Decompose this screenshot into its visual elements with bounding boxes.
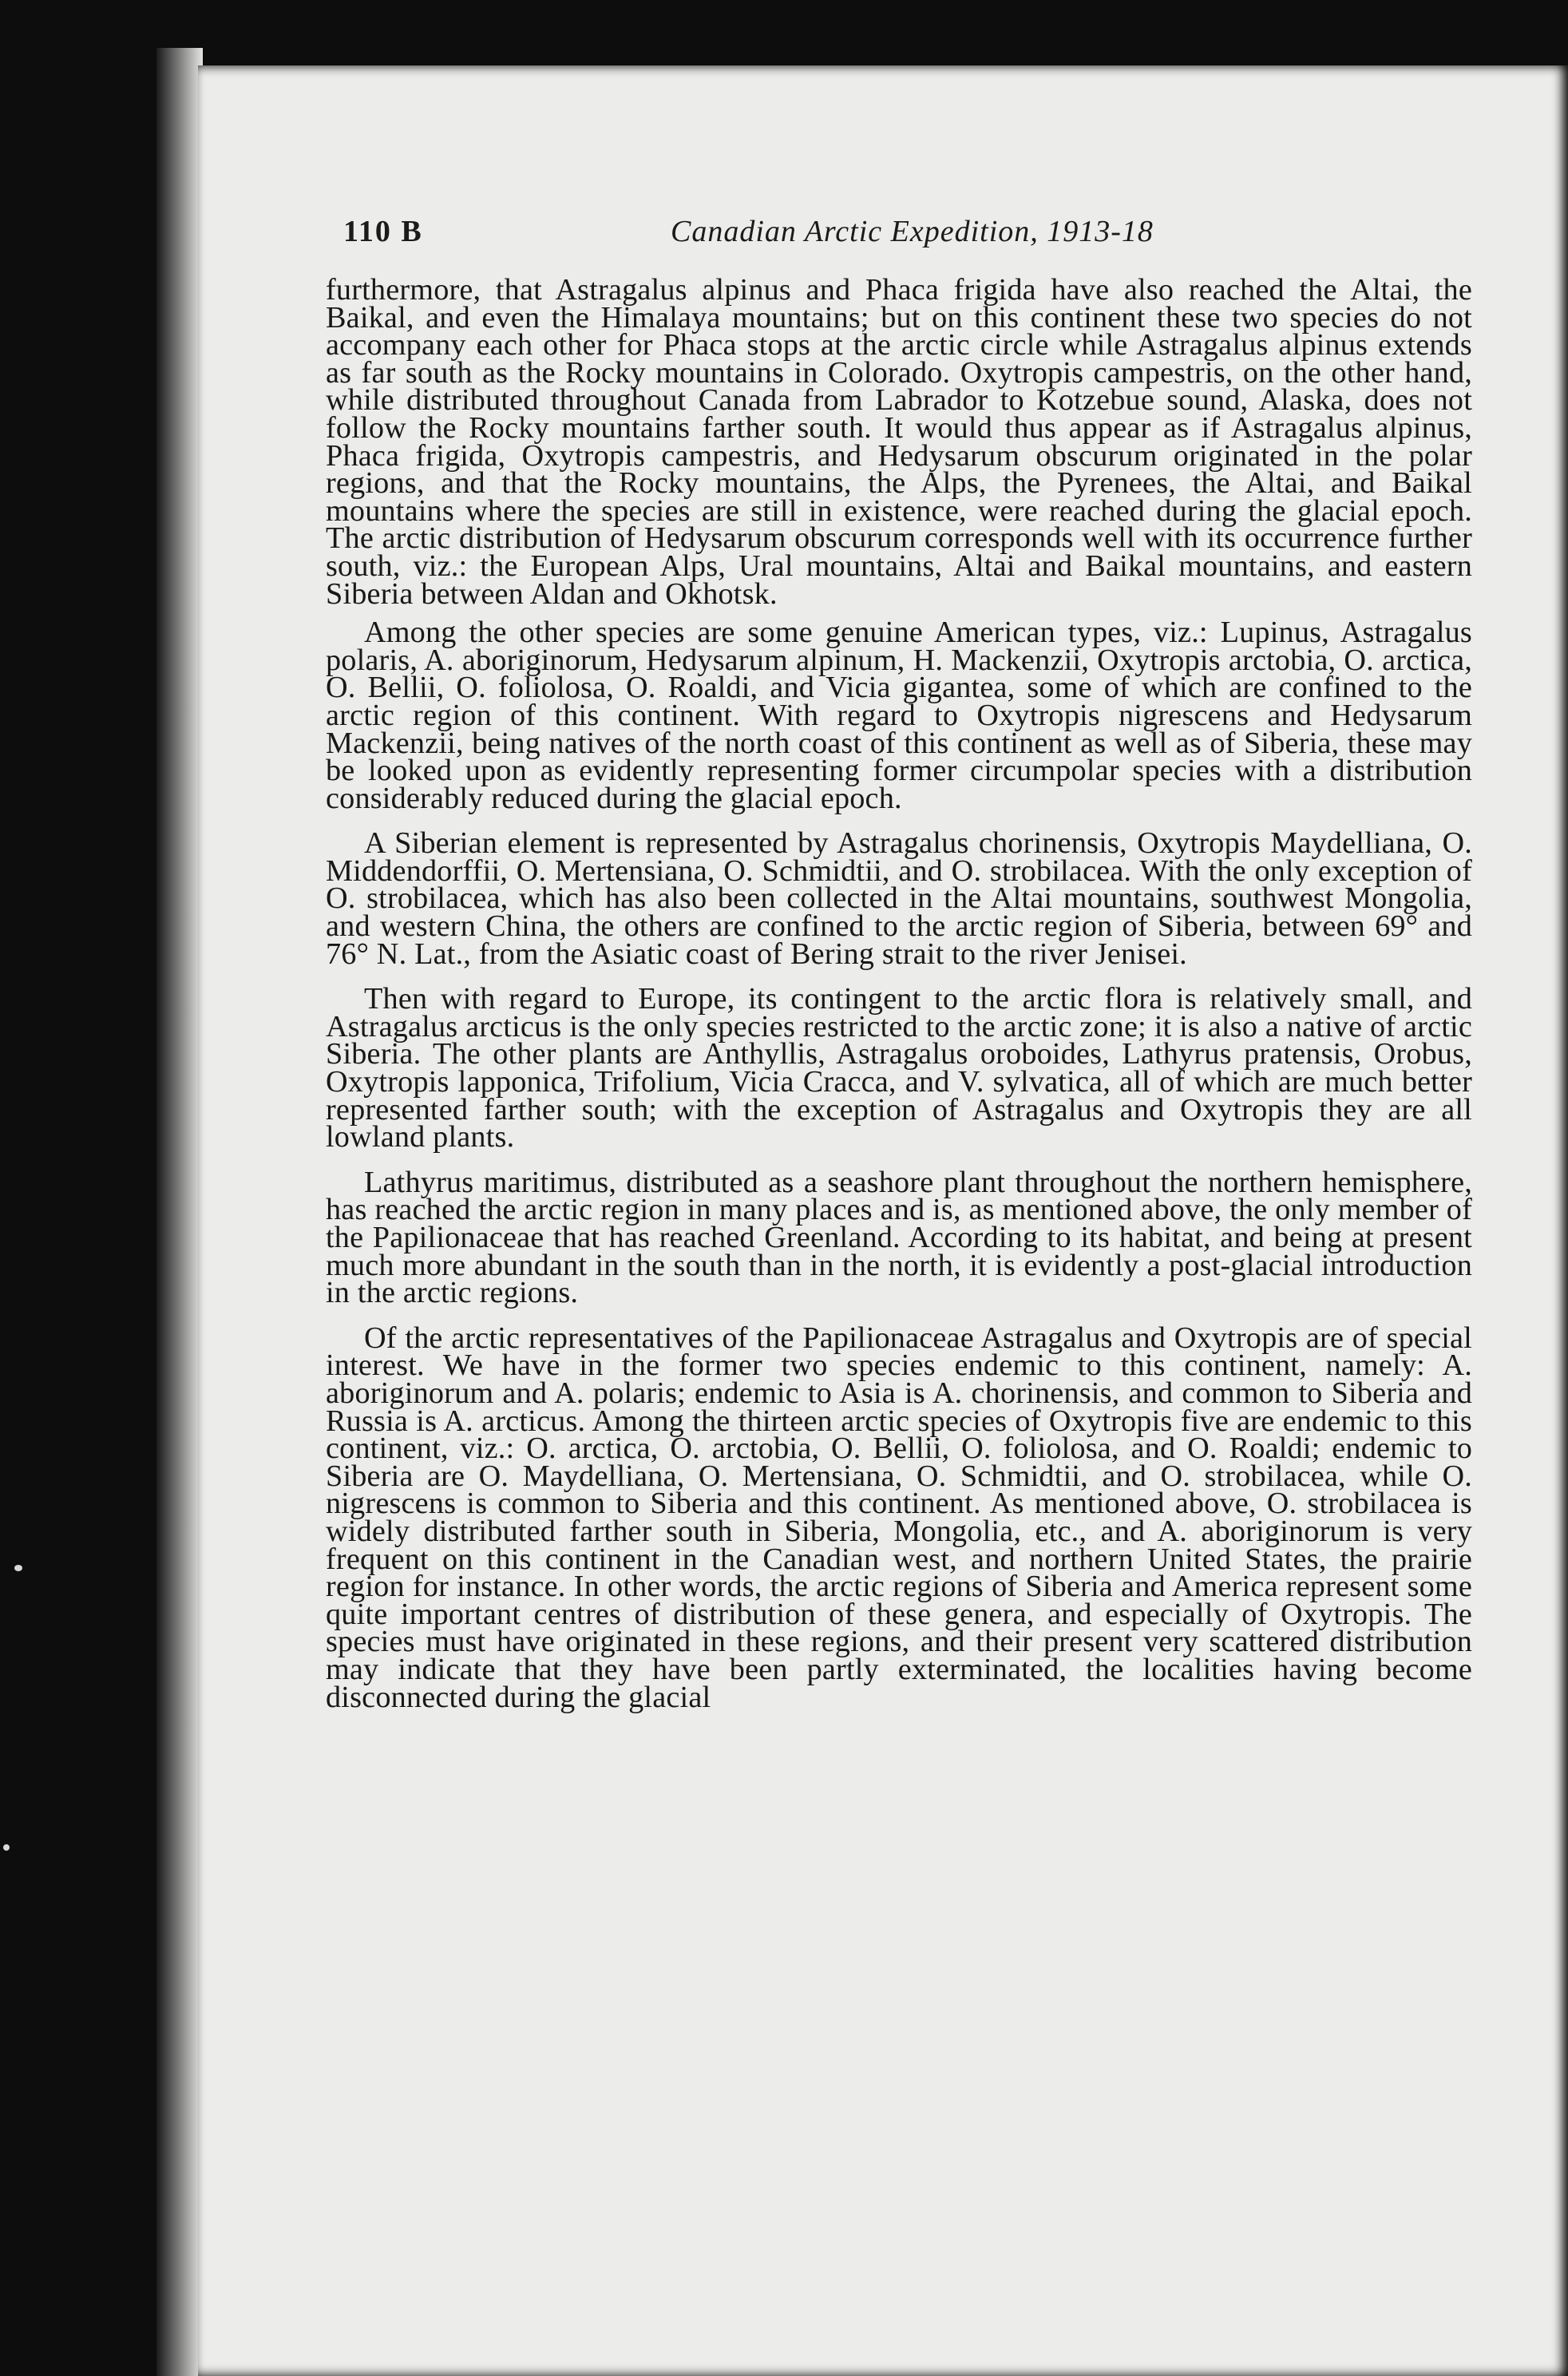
page-header (343, 214, 1477, 265)
paragraph: furthermore, that Astragalus alpinus and Phaca frigida have also reached the Altai, the Baikal, and even the Himalaya mountains; but on this continent these two species do not accompany each other for Phaca stops at the arctic circle while Astragalus alpinus extends as far south as the Rocky mountains in Colorado. Oxytropis campestris, on the other hand, while distributed throughout Canada from Labrador to Kotzebue sound, Alaska, does not follow the Rocky mountains farther south. It would thus appear as if Astragalus alpinus, Phaca frigida, Oxytropis campestris, and Hedysarum obscurum originated in the polar regions, and that the Rocky mountains, the Alps, the Pyrenees, the Altai, and Baikal mountains where the species are still in existence, were reached during the glacial epoch. The arctic distribution of Hedysarum obscurum corresponds well with its occurrence further south, viz.: the European Alps, Ural mountains, Altai and Baikal mountains, and eastern Siberia between Aldan and Okhotsk. (326, 273, 1472, 611)
paragraph: Among the other species are some genuine American types, viz.: Lupinus, Astragalus polaris, A. aboriginorum, Hedysarum alpinum, H. Mackenzii, Oxytropis arctobia, O. arctica, O. Bellii, O. foliolosa, O. Roaldi, and Vicia gigantea, some of which are confined to the arctic region of this continent. With regard to Oxytropis nigrescens and Hedysarum Mackenzii, being natives of the north coast of this continent as well as of Siberia, these may be looked upon as evidently representing former circumpolar species with a distribution considerably reduced during the glacial epoch. (326, 616, 1472, 815)
scan-speck (3, 1844, 10, 1851)
page-gutter (156, 48, 203, 2376)
paragraph: Lathyrus maritimus, distributed as a seashore plant throughout the northern hemisphere, has reached the arctic region in many places and is, as mentioned above, the only member of the Papilionaceae that has reached Greenland. According to its habitat, and being at present much more abundant in the south than in the north, it is evidently a post-glacial introduction in the arctic regions. (326, 1165, 1472, 1310)
paragraph: A Siberian element is represented by Astragalus chorinensis, Oxytropis Maydelliana, O. Middendorffii, O. Mertensiana, O. Schmidtii, and O. strobilacea. With the only exception of O. strobilacea, which has also been collected in the Altai mountains, southwest Mongolia, and western China, the others are confined to the arctic region of Siberia, between 69° and 76° N. Lat., from the Asiatic coast of Bering strait to the river Jenisei. (326, 826, 1472, 971)
page-number: 110 B (343, 215, 423, 248)
paragraph: Of the arctic representatives of the Papilionaceae Astragalus and Oxytropis are of special interest. We have in the former two species endemic to this continent, namely: A. aboriginorum and A. polaris; endemic to Asia is A. chorinensis, and common to Siberia and Russia is A. arcticus. Among the thirteen arctic species of Oxytropis five are endemic to this continent, viz.: O. arctica, O. arctobia, O. Bellii, O. foliolosa, and O. Roaldi; endemic to Siberia are O. Maydelliana, O. Mertensiana, O. Schmidtii, and O. strobilacea, while O. nigrescens is common to Siberia and this continent. As mentioned above, O. strobilacea is widely distributed farther south in Siberia, Mongolia, etc., and A. aboriginorum is very frequent on this continent in the Canadian west, and northern United States, the prairie region for instance. In other words, the arctic regions of Siberia and America represent some quite important centres of distribution of these genera, and especially of Oxytropis. The species must have originated in these regions, and their present very scattered distribution may indicate that they have been partly exterminated, the localities having become disconnected during the glacial (326, 1321, 1472, 1714)
scan-speck (14, 1565, 22, 1571)
running-title: Canadian Arctic Expedition, 1913-18 (671, 215, 1154, 248)
body-text (326, 273, 1472, 1722)
paragraph: Then with regard to Europe, its contingent to the arctic flora is relatively small, and Astragalus arcticus is the only species restricted to the arctic zone; it is also a native of arctic Siberia. The other plants are Anthyllis, Astragalus oroboides, Lathyrus pratensis, Orobus, Oxytropis lapponica, Trifolium, Vicia Cracca, and V. sylvatica, all of which are much better represented farther south; with the exception of Astragalus and Oxytropis they are all lowland plants. (326, 982, 1472, 1154)
